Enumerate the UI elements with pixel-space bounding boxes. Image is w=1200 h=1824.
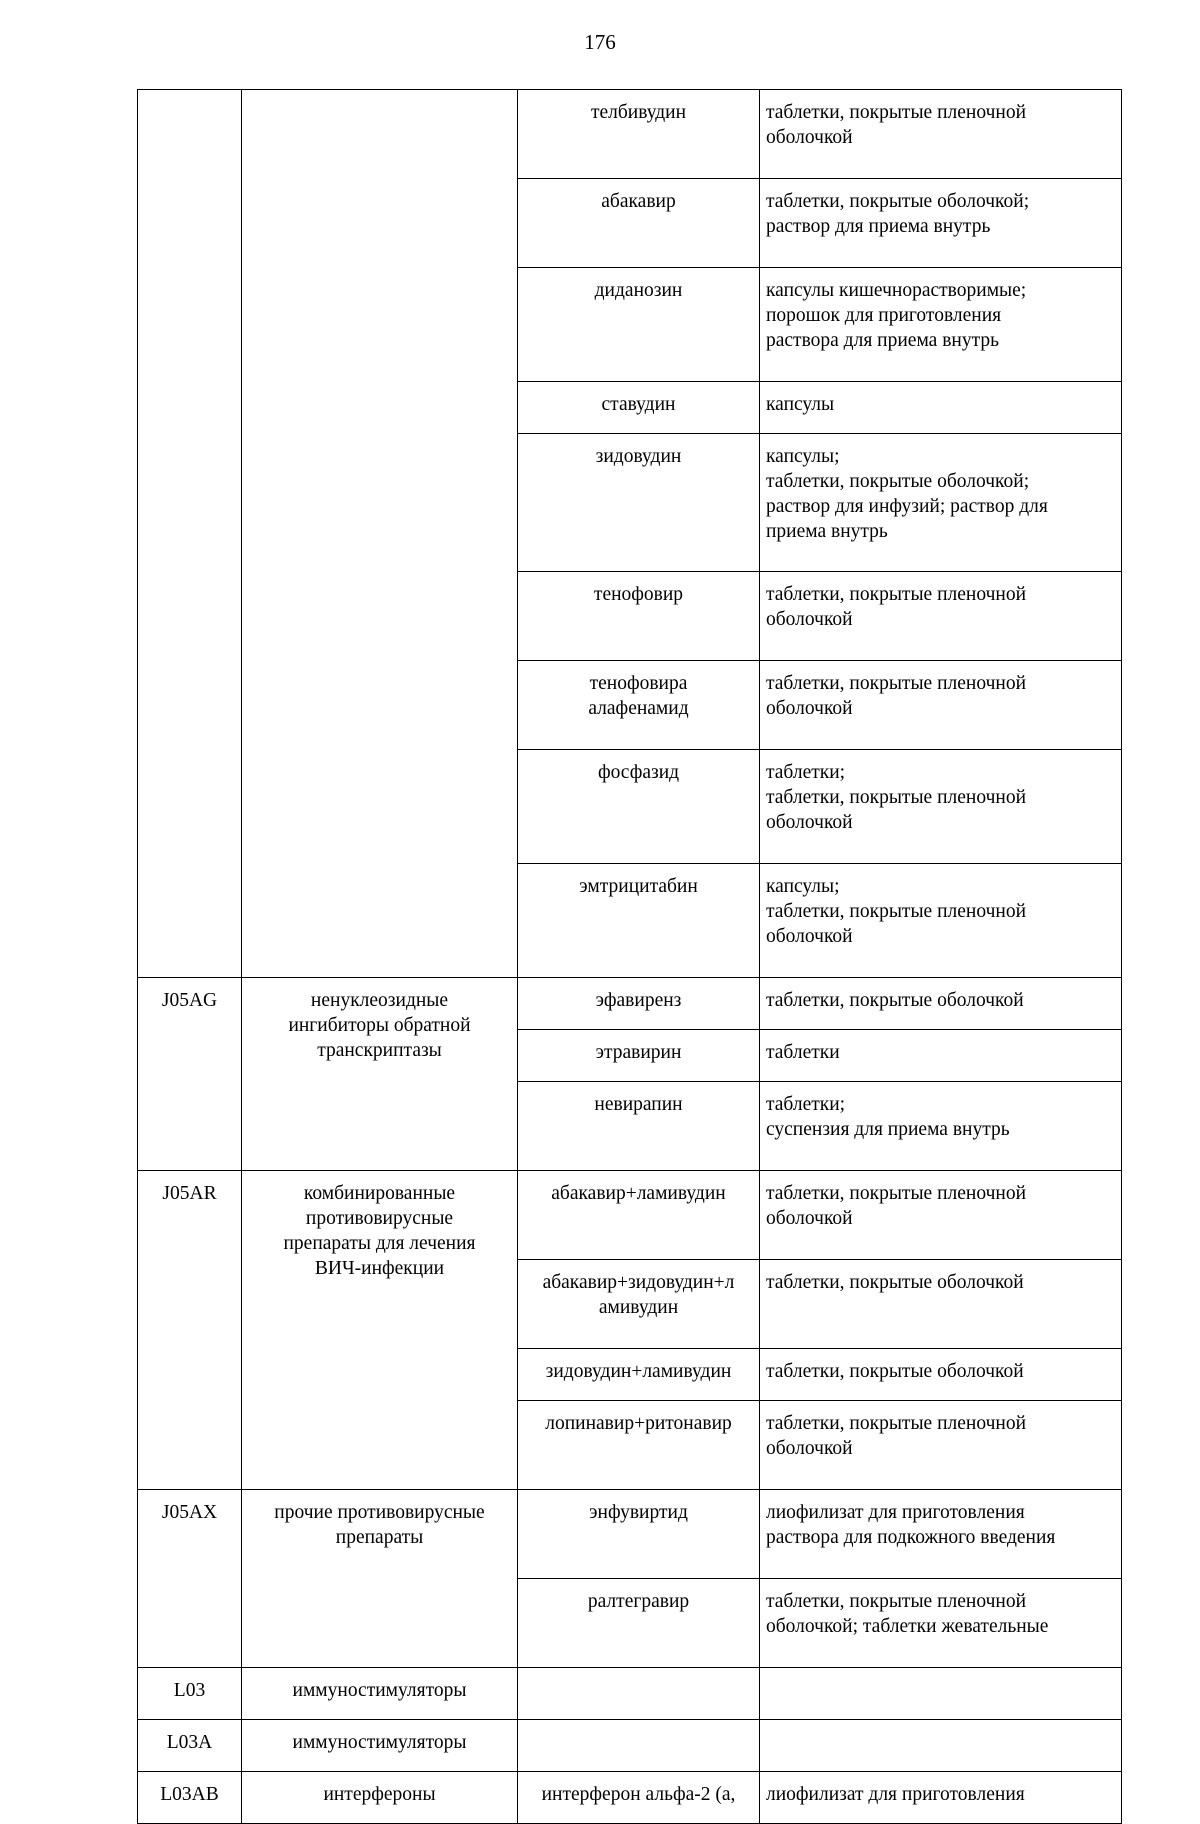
- drug-name-cell: [518, 1030, 760, 1082]
- drug-name-line: диданозин: [594, 280, 683, 301]
- group-name-line: ненуклеозидные: [310, 990, 449, 1011]
- dosage-form-line: раствор для приема внутрь: [766, 216, 991, 237]
- drug-name-line: зидовудин: [595, 446, 682, 467]
- dosage-form-cell: [760, 661, 1122, 750]
- drug-name-cell: [518, 1772, 760, 1824]
- dosage-form-line: капсулы: [766, 394, 835, 415]
- dosage-form-cell: [760, 434, 1122, 572]
- group-name-line: прочие противовирусные: [274, 1502, 485, 1523]
- group-cell: [242, 90, 518, 978]
- dosage-form-line: таблетки, покрытые пленочной: [766, 1183, 1027, 1204]
- dosage-form-cell: [760, 179, 1122, 268]
- table-row: [138, 1772, 1122, 1824]
- dosage-form-line: оболочкой: [766, 1208, 853, 1229]
- drug-name-line: интерферон альфа-2 (а,: [541, 1784, 736, 1805]
- drug-name-line: невирапин: [594, 1094, 683, 1115]
- group-name-line: препараты: [335, 1527, 424, 1548]
- dosage-form-line: раствора для подкожного введения: [766, 1527, 1056, 1548]
- atc-code-cell: [138, 978, 242, 1171]
- dosage-form-line: таблетки, покрытые оболочкой: [766, 990, 1024, 1011]
- dosage-form-cell: [760, 1490, 1122, 1579]
- dosage-form-line: оболочкой: [766, 1438, 853, 1459]
- dosage-form-line: таблетки, покрытые оболочкой;: [766, 471, 1030, 492]
- dosage-form-line: таблетки;: [766, 762, 846, 783]
- drug-name-line: тенофовира: [589, 673, 688, 694]
- dosage-form-line: капсулы;: [766, 876, 840, 897]
- drug-name-cell: [518, 1668, 760, 1720]
- drug-name-cell: [518, 572, 760, 661]
- table-row: [138, 90, 1122, 179]
- table-row: [138, 1171, 1122, 1260]
- dosage-form-line: оболочкой: [766, 609, 853, 630]
- drug-name-line: этравирин: [595, 1042, 682, 1063]
- dosage-form-line: капсулы;: [766, 446, 840, 467]
- dosage-form-cell: [760, 90, 1122, 179]
- dosage-form-cell: [760, 864, 1122, 978]
- drug-name-cell: [518, 268, 760, 382]
- drug-name-line: ралтегравир: [587, 1591, 690, 1612]
- group-name-line: ингибиторы обратной: [288, 1015, 471, 1036]
- group-cell: [242, 1668, 518, 1720]
- drug-name-cell: [518, 1401, 760, 1490]
- dosage-form-line: раствор для инфузий; раствор для: [766, 496, 1048, 517]
- atc-code: J05AX: [161, 1502, 218, 1523]
- atc-code-cell: [138, 1490, 242, 1668]
- drug-name-cell: [518, 1579, 760, 1668]
- dosage-form-cell: [760, 1401, 1122, 1490]
- group-name-line: ВИЧ-инфекции: [314, 1258, 445, 1279]
- group-cell: [242, 1490, 518, 1668]
- dosage-form-line: капсулы кишечнорастворимые;: [766, 280, 1027, 301]
- atc-code-cell: [138, 90, 242, 978]
- dosage-form-line: приема внутрь: [766, 521, 888, 542]
- atc-code: L03: [173, 1680, 206, 1701]
- dosage-form-line: лиофилизат для приготовления: [766, 1502, 1025, 1523]
- dosage-form-line: суспензия для приема внутрь: [766, 1119, 1010, 1140]
- table-row: [138, 1668, 1122, 1720]
- atc-code-cell: [138, 1668, 242, 1720]
- drug-name-cell: [518, 1720, 760, 1772]
- dosage-form-line: оболочкой; таблетки жевательные: [766, 1616, 1049, 1637]
- atc-code: L03A: [166, 1732, 213, 1753]
- drug-name-line: абакавир+зидовудин+л: [542, 1272, 735, 1293]
- dosage-form-line: таблетки, покрытые пленочной: [766, 787, 1027, 808]
- group-cell: [242, 1171, 518, 1490]
- group-name-line: иммуностимуляторы: [292, 1680, 467, 1701]
- drug-name-cell: [518, 864, 760, 978]
- dosage-form-cell: [760, 1579, 1122, 1668]
- dosage-form-cell: [760, 1772, 1122, 1824]
- dosage-form-cell: [760, 1171, 1122, 1260]
- group-name-line: интерфероны: [323, 1784, 436, 1805]
- dosage-form-cell: [760, 1349, 1122, 1401]
- dosage-form-cell: [760, 268, 1122, 382]
- dosage-form-line: оболочкой: [766, 926, 853, 947]
- atc-code-cell: [138, 1772, 242, 1824]
- drug-name-cell: [518, 1349, 760, 1401]
- atc-code: L03AB: [160, 1784, 219, 1805]
- drug-name-cell: [518, 1082, 760, 1171]
- dosage-form-line: таблетки, покрытые пленочной: [766, 1413, 1027, 1434]
- drug-name-line: тенофовир: [593, 584, 684, 605]
- atc-code: J05AG: [161, 990, 218, 1011]
- drug-name-line: эмтрицитабин: [579, 876, 698, 897]
- dosage-form-line: таблетки, покрытые пленочной: [766, 901, 1027, 922]
- atc-code: J05AR: [162, 1183, 217, 1204]
- dosage-form-line: таблетки, покрытые оболочкой: [766, 1272, 1024, 1293]
- dosage-form-line: таблетки: [766, 1042, 840, 1063]
- dosage-form-cell: [760, 1260, 1122, 1349]
- drug-name-line: ставудин: [601, 394, 676, 415]
- dosage-form-line: таблетки;: [766, 1094, 846, 1115]
- dosage-form-line: таблетки, покрытые оболочкой;: [766, 191, 1030, 212]
- group-name-line: иммуностимуляторы: [292, 1732, 467, 1753]
- drug-name-cell: [518, 382, 760, 434]
- dosage-form-line: оболочкой: [766, 127, 853, 148]
- group-name-line: комбинированные: [303, 1183, 456, 1204]
- drug-table: [137, 89, 1122, 1824]
- atc-code-cell: [138, 1171, 242, 1490]
- drug-name-line: лопинавир+ритонавир: [545, 1413, 732, 1434]
- drug-name-line: энфувиртид: [589, 1502, 688, 1523]
- group-cell: [242, 1720, 518, 1772]
- drug-name-cell: [518, 978, 760, 1030]
- drug-name-line: фосфазид: [597, 762, 680, 783]
- dosage-form-line: таблетки, покрытые пленочной: [766, 1591, 1027, 1612]
- dosage-form-line: оболочкой: [766, 698, 853, 719]
- dosage-form-line: таблетки, покрытые оболочкой: [766, 1361, 1024, 1382]
- dosage-form-line: таблетки, покрытые пленочной: [766, 673, 1027, 694]
- dosage-form-cell: [760, 1082, 1122, 1171]
- table-row: [138, 978, 1122, 1030]
- dosage-form-cell: [760, 1668, 1122, 1720]
- group-name-line: противовирусные: [305, 1208, 454, 1229]
- drug-name-line: абакавир: [601, 191, 676, 212]
- dosage-form-line: раствора для приема внутрь: [766, 330, 999, 351]
- drug-name-line: телбивудин: [590, 102, 687, 123]
- table-row: [138, 1720, 1122, 1772]
- dosage-form-line: порошок для приготовления: [766, 305, 1002, 326]
- table-row: [138, 1490, 1122, 1579]
- drug-name-line: амивудин: [598, 1297, 679, 1318]
- drug-name-line: абакавир+ламивудин: [551, 1183, 726, 1204]
- drug-name-cell: [518, 661, 760, 750]
- drug-name-cell: [518, 1490, 760, 1579]
- atc-code-cell: [138, 1720, 242, 1772]
- dosage-form-cell: [760, 572, 1122, 661]
- group-cell: [242, 1772, 518, 1824]
- drug-name-cell: [518, 750, 760, 864]
- dosage-form-cell: [760, 978, 1122, 1030]
- dosage-form-line: таблетки, покрытые пленочной: [766, 102, 1027, 123]
- drug-name-cell: [518, 179, 760, 268]
- dosage-form-cell: [760, 382, 1122, 434]
- group-cell: [242, 978, 518, 1171]
- dosage-form-line: оболочкой: [766, 812, 853, 833]
- dosage-form-line: таблетки, покрытые пленочной: [766, 584, 1027, 605]
- drug-name-line: эфавиренз: [595, 990, 682, 1011]
- drug-name-cell: [518, 1260, 760, 1349]
- page-number: 176: [584, 30, 616, 54]
- drug-name-line: зидовудин+ламивудин: [545, 1361, 732, 1382]
- dosage-form-cell: [760, 750, 1122, 864]
- drug-name-line: алафенамид: [588, 698, 689, 719]
- group-name-line: препараты для лечения: [283, 1233, 476, 1254]
- drug-name-cell: [518, 1171, 760, 1260]
- drug-name-cell: [518, 434, 760, 572]
- group-name-line: транскриптазы: [317, 1040, 442, 1061]
- dosage-form-line: лиофилизат для приготовления: [766, 1784, 1025, 1805]
- dosage-form-cell: [760, 1720, 1122, 1772]
- drug-name-cell: [518, 90, 760, 179]
- dosage-form-cell: [760, 1030, 1122, 1082]
